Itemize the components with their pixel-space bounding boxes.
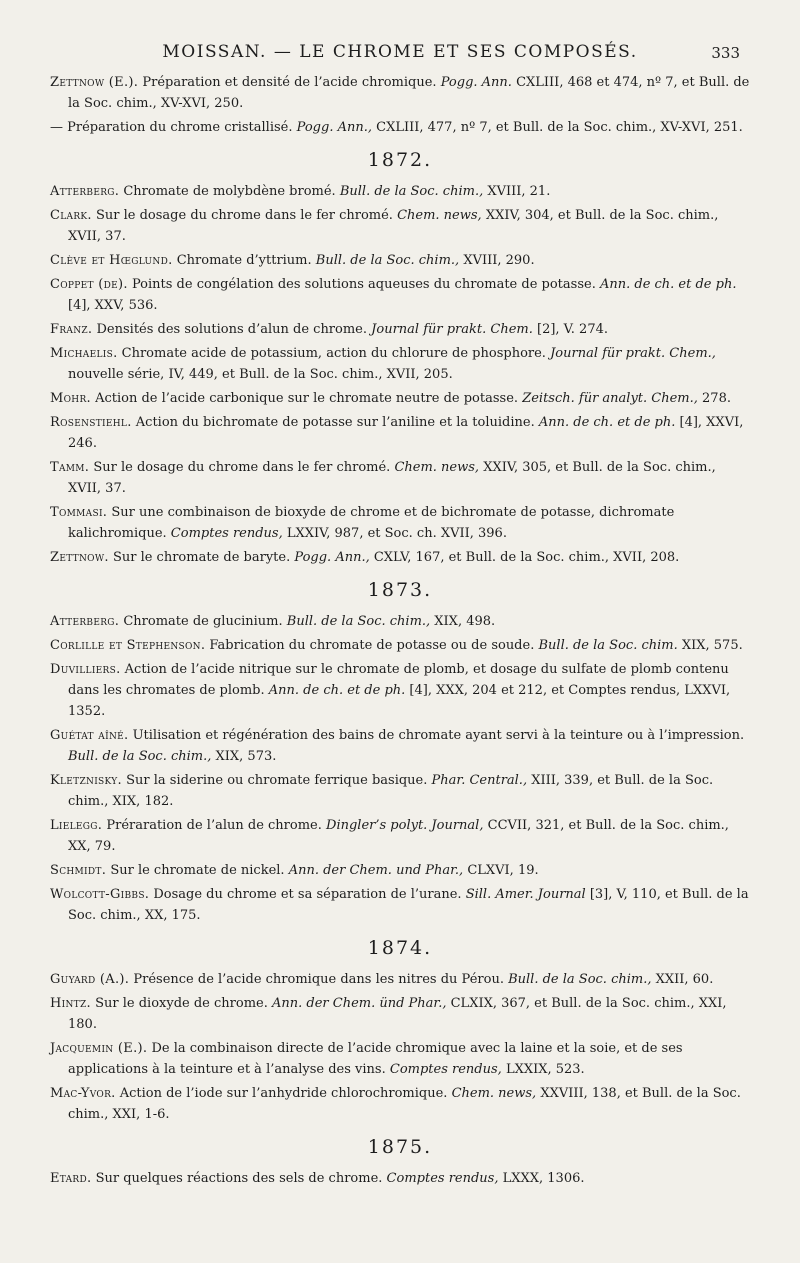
entry-title: De la combinaison directe de l’acide chromique avec la laine et la soie, et de ses applications à la teinture et à l’analyse des vins. [68,1041,683,1077]
entry-title: Préparation et densité de l’acide chromique. [142,75,437,90]
entry-journal: Ann. de ch. et de ph. [538,415,676,430]
entry-citation: LXXIX, 523. [505,1062,585,1077]
entry-citation: XIII, 339, et Bull. de la Soc. chim., XIX, 182. [68,773,714,809]
bibliography-entry [50,611,750,632]
entry-author: Franz. [50,322,93,337]
entry-journal: Ann. der Chem. ünd Phar., [271,996,447,1011]
bibliography-entry [50,547,750,568]
entry-author: Duvilliers. [50,662,121,677]
entry-citation: [4], XXV, 536. [68,298,158,313]
entry-author: Zettnow (E.). [50,75,139,90]
entry-title: Sur une combinaison de bioxyde de chrome et de bichromate de potasse, dichromate kalichromique. [68,505,675,541]
bibliography-entry [50,250,750,271]
entry-citation: XVIII, 21. [487,184,551,199]
entry-citation: XVIII, 290. [463,253,535,268]
entry-journal: Bull. de la Soc. chim., [315,253,460,268]
page-number: 333 [711,44,740,62]
entry-title: — Préparation du chrome cristallisé. [50,120,293,135]
entry-title: Chromate d’yttrium. [176,253,312,268]
entry-journal: Bull. de la Soc. chim., [286,614,431,629]
entry-journal: Comptes rendus, [386,1171,499,1186]
entry-title: Dosage du chrome et sa séparation de l’urane. [153,887,462,902]
entry-author: Michaelis. [50,346,118,361]
running-title: MOISSAN. — LE CHROME ET SES COMPOSÉS. [162,42,638,62]
entry-citation: LXXIV, 987, et Soc. ch. XVII, 396. [286,526,507,541]
entry-citation: [4], XXX, 204 et 212, et Comptes rendus, LXXVI, 1352. [68,683,731,719]
entry-citation: CXLV, 167, et Bull. de la Soc. chim., XVII, 208. [373,550,680,565]
entry-title: Action de l’acide nitrique sur le chromate de plomb, et dosage du sulfate de plomb contenu dans les chromates de plomb. [68,662,729,698]
entry-citation: XIX, 573. [215,749,277,764]
entry-title: Préraration de l’alun de chrome. [106,818,322,833]
entry-author: Clève et Hœglund. [50,253,173,268]
bibliography-entry [50,993,750,1035]
year-heading: 1873. [367,579,433,601]
entry-title: Sur quelques réactions des sels de chrome. [95,1171,383,1186]
year-heading: 1874. [367,937,433,959]
entry-author: Clark. [50,208,92,223]
entry-journal: Ann. der Chem. und Phar., [288,863,464,878]
bibliography-entry [50,969,750,990]
entry-journal: Dingler’s polyt. Journal, [326,818,484,833]
bibliography-body [50,72,750,1192]
running-head [0,38,800,68]
bibliography-entry [50,274,750,316]
entry-author: Etard. [50,1171,92,1186]
entry-author: Zettnow. [50,550,109,565]
entry-author: Atterberg. [50,184,120,199]
entry-author: Corlille et Stephenson. [50,638,206,653]
entry-journal: Pogg. Ann., [296,120,372,135]
entry-title: Sur le dosage du chrome dans le fer chromé. [96,208,393,223]
entry-title: Utilisation et régénération des bains de chromate ayant servi à la teinture ou à l’impression. [132,728,745,743]
entry-title: Présence de l’acide chromique dans les nitres du Pérou. [133,972,504,987]
entry-author: Guyard (A.). [50,972,130,987]
entry-citation: [3], V, 110, et Bull. de la Soc. chim., XX, 175. [68,887,749,923]
entry-author: Schmidt. [50,863,107,878]
bibliography-entry [50,1168,750,1189]
bibliography-entry [50,457,750,499]
year-heading: 1875. [367,1136,433,1158]
entry-citation: CLXVI, 19. [467,863,539,878]
entry-author: Jacquemin (E.). [50,1041,148,1056]
entry-journal: Comptes rendus, [170,526,283,541]
bibliography-entry [50,72,750,114]
entry-journal: Chem. news, [397,208,482,223]
entry-citation: XXIV, 304, et Bull. de la Soc. chim., XVII, 37. [68,208,719,244]
bibliography-entry [50,884,750,926]
entry-author: Lielegg. [50,818,103,833]
entry-author: Kletznisky. [50,773,122,788]
entry-title: Chromate de glucinium. [123,614,283,629]
bibliography-entry [50,815,750,857]
entry-title: Chromate acide de potassium, action du chlorure de phosphore. [121,346,546,361]
bibliography-entry [50,635,750,656]
entry-journal: Bull. de la Soc. chim., [508,972,652,987]
bibliography-entry [50,388,750,409]
bibliography-entry [50,860,750,881]
entry-author: Coppet (de). [50,277,128,292]
bibliography-entry [50,319,750,340]
entry-author: Tamm. [50,460,90,475]
bibliography-entry [50,1083,750,1125]
entry-citation: XXIV, 305, et Bull. de la Soc. chim., XVII, 37. [68,460,716,496]
entry-title: Fabrication du chromate de potasse ou de soude. [209,638,535,653]
entry-title: Chromate de molybdène bromé. [123,184,336,199]
entry-journal: Journal für prakt. Chem., [550,346,716,361]
entry-journal: Pogg. Ann., [294,550,370,565]
entry-journal: Comptes rendus, [389,1062,502,1077]
bibliography-entry [50,181,750,202]
entry-journal: Pogg. Ann. [440,75,512,90]
bibliography-entry [50,412,750,454]
entry-journal: Chem. news, [394,460,480,475]
entry-title: Sur le dioxyde de chrome. [95,996,268,1011]
entry-author: Rosenstiehl. [50,415,132,430]
entry-journal: Ann. de ch. et de ph. [268,683,406,698]
entry-citation: LXXX, 1306. [502,1171,585,1186]
entry-author: Mac-Yvor. [50,1086,116,1101]
bibliography-entry [50,770,750,812]
entry-citation: CCVII, 321, et Bull. de la Soc. chim., XX, 79. [68,818,729,854]
entry-journal: Ann. de ch. et de ph. [599,277,737,292]
entry-citation: XIX, 498. [434,614,496,629]
entry-journal: Bull. de la Soc. chim., [68,749,212,764]
entry-title: Sur la siderine ou chromate ferrique basique. [126,773,428,788]
entry-title: Action de l’acide carbonique sur le chromate neutre de potasse. [95,391,519,406]
entry-journal: Zeitsch. für analyt. Chem., [522,391,698,406]
entry-title: Sur le chromate de nickel. [110,863,285,878]
bibliography-entry [50,117,750,138]
entry-title: Action de l’iode sur l’anhydride chlorochromique. [119,1086,448,1101]
year-heading: 1872. [367,149,433,171]
entry-author: Mohr. [50,391,91,406]
entry-journal: Phar. Central., [431,773,528,788]
entry-citation: CXLIII, 468 et 474, nº 7, et Bull. de la Soc. chim., XV-XVI, 250. [68,75,750,111]
entry-author: Tommasi. [50,505,108,520]
entry-author: Atterberg. [50,614,120,629]
entry-author: Guétat aîné. [50,728,129,743]
entry-journal: Sill. Amer. Journal [465,887,586,902]
entry-citation: CXLIII, 477, nº 7, et Bull. de la Soc. chim., XV-XVI, 251. [376,120,743,135]
entry-citation: [2], V. 274. [537,322,609,337]
entry-title: Sur le chromate de baryte. [112,550,291,565]
bibliography-entry [50,205,750,247]
entry-citation: XIX, 575. [681,638,743,653]
bibliography-entry [50,1038,750,1080]
entry-citation: nouvelle série, IV, 449, et Bull. de la Soc. chim., XVII, 205. [68,367,453,382]
entry-citation: XXVIII, 138, et Bull. de la Soc. chim., XXI, 1-6. [68,1086,741,1122]
bibliography-entry [50,343,750,385]
entry-title: Action du bichromate de potasse sur l’aniline et la toluidine. [135,415,535,430]
entry-citation: 278. [702,391,731,406]
entry-author: Wolcott-Gibbs. [50,887,150,902]
entry-title: Densités des solutions d’alun de chrome. [96,322,368,337]
entry-citation: [4], XXVI, 246. [68,415,744,451]
bibliography-entry [50,725,750,767]
entry-title: Points de congélation des solutions aqueuses du chromate de potasse. [131,277,596,292]
entry-citation: XXII, 60. [655,972,714,987]
entry-journal: Bull. de la Soc. chim., [339,184,484,199]
bibliography-entry [50,659,750,722]
entry-author: Hintz. [50,996,91,1011]
entry-title: Sur le dosage du chrome dans le fer chromé. [93,460,391,475]
entry-citation: CLXIX, 367, et Bull. de la Soc. chim., XXI, 180. [68,996,727,1032]
entry-journal: Chem. news, [451,1086,537,1101]
bibliography-entry [50,502,750,544]
entry-journal: Journal für prakt. Chem. [371,322,533,337]
entry-journal: Bull. de la Soc. chim. [538,638,678,653]
